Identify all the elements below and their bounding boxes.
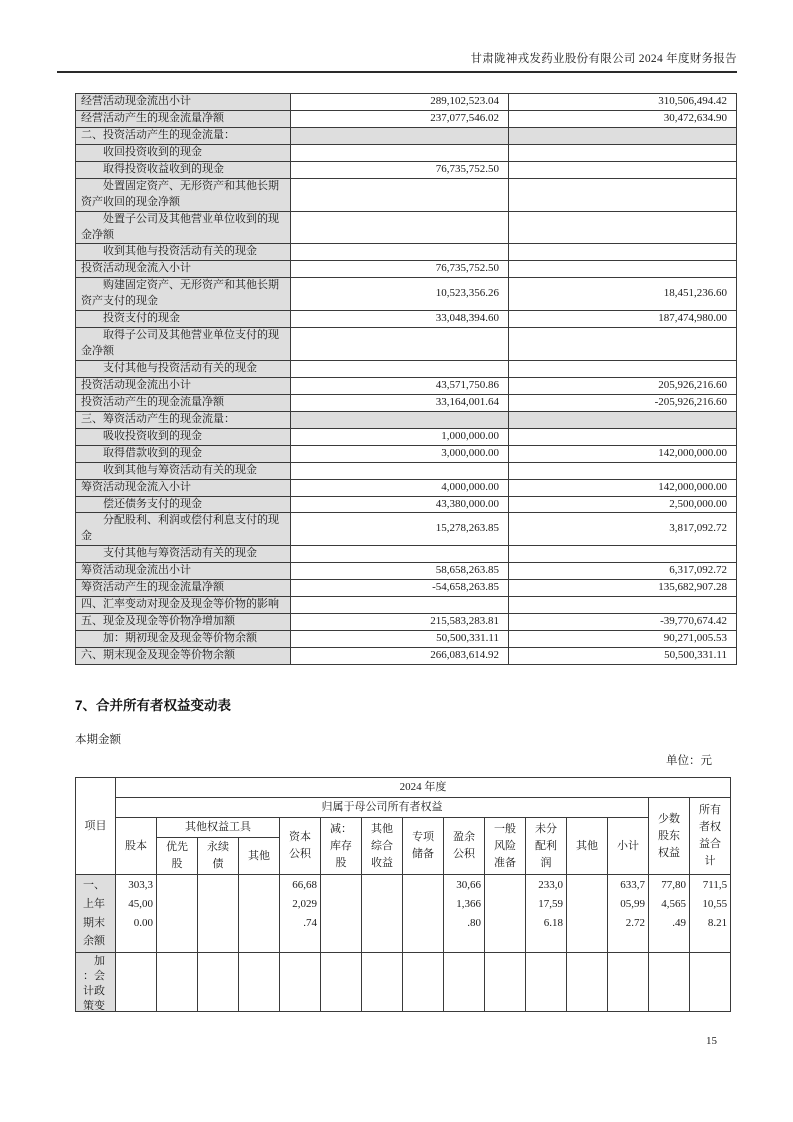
eq-header-total-equity: 所有者权益合计 <box>690 798 731 875</box>
equity-cell-value <box>362 952 403 1011</box>
equity-cell-value <box>403 952 444 1011</box>
cashflow-prior-value <box>509 178 737 211</box>
cashflow-row <box>76 127 737 144</box>
cashflow-row <box>76 563 737 580</box>
cashflow-current-value: 266,083,614.92 <box>291 647 509 664</box>
cashflow-current-value: 4,000,000.00 <box>291 479 509 496</box>
eq-header-perpetual-bonds: 永续债 <box>198 838 239 875</box>
cashflow-current-value: 43,380,000.00 <box>291 496 509 513</box>
cashflow-item-label: 处置固定资产、无形资产和其他长期资产收回的现金净额 <box>76 178 291 211</box>
equity-cell-value <box>198 875 239 953</box>
eq-header-other-instrument: 其他 <box>239 838 280 875</box>
equity-cell-value <box>649 952 690 1011</box>
cashflow-item-label: 加：期初现金及现金等价物余额 <box>76 631 291 648</box>
cashflow-current-value <box>291 361 509 378</box>
cashflow-item-label: 吸收投资收到的现金 <box>76 428 291 445</box>
cashflow-prior-value <box>509 161 737 178</box>
cashflow-item-label: 三、筹资活动产生的现金流量： <box>76 411 291 428</box>
eq-header-other-column: 其他 <box>567 818 608 875</box>
cashflow-prior-value: 310,506,494.42 <box>509 94 737 111</box>
cashflow-current-value: 215,583,283.81 <box>291 614 509 631</box>
eq-header-capital-reserve: 资本公积 <box>280 818 321 875</box>
cashflow-row <box>76 411 737 428</box>
section-heading: 7、合并所有者权益变动表 <box>75 698 232 713</box>
cashflow-current-value <box>291 144 509 161</box>
cashflow-row <box>76 361 737 378</box>
cashflow-item-label: 筹资活动现金流出小计 <box>76 563 291 580</box>
equity-header-row-groups <box>76 818 731 838</box>
running-header <box>57 50 737 73</box>
cashflow-row <box>76 631 737 648</box>
cashflow-item-label: 经营活动产生的现金流量净额 <box>76 110 291 127</box>
cashflow-item-label: 购建固定资产、无形资产和其他长期资产支付的现金 <box>76 278 291 311</box>
eq-header-retained-earnings: 未分配利润 <box>526 818 567 875</box>
equity-table <box>75 777 731 1012</box>
cashflow-current-value: 3,000,000.00 <box>291 445 509 462</box>
cashflow-row <box>76 428 737 445</box>
cashflow-prior-value <box>509 211 737 244</box>
cashflow-item-label: 分配股利、利润或偿付利息支付的现金 <box>76 513 291 546</box>
cashflow-prior-value: 142,000,000.00 <box>509 445 737 462</box>
cashflow-current-value <box>291 597 509 614</box>
cashflow-row <box>76 445 737 462</box>
cashflow-prior-value <box>509 144 737 161</box>
cashflow-item-label: 取得投资收益收到的现金 <box>76 161 291 178</box>
cashflow-prior-value <box>509 261 737 278</box>
cashflow-item-label: 支付其他与筹资活动有关的现金 <box>76 546 291 563</box>
cashflow-prior-value: 90,271,005.53 <box>509 631 737 648</box>
cashflow-item-label: 四、汇率变动对现金及现金等价物的影响 <box>76 597 291 614</box>
equity-cell-value: 711,510,558.21 <box>690 875 731 953</box>
equity-cell-value <box>280 952 321 1011</box>
cashflow-row <box>76 394 737 411</box>
cashflow-current-value: 1,000,000.00 <box>291 428 509 445</box>
cashflow-current-value: 289,102,523.04 <box>291 94 509 111</box>
cashflow-prior-value: -205,926,216.60 <box>509 394 737 411</box>
eq-header-preferred-shares: 优先股 <box>157 838 198 875</box>
cashflow-row <box>76 278 737 311</box>
cashflow-prior-value <box>509 462 737 479</box>
cashflow-current-value <box>291 244 509 261</box>
cashflow-item-label: 取得子公司及其他营业单位支付的现金净额 <box>76 328 291 361</box>
cashflow-prior-value: -39,770,674.42 <box>509 614 737 631</box>
cashflow-current-value: 50,500,331.11 <box>291 631 509 648</box>
eq-header-other-comprehensive-income: 其他综合收益 <box>362 818 403 875</box>
cashflow-row <box>76 94 737 111</box>
equity-cell-value <box>485 952 526 1011</box>
cashflow-prior-value: 205,926,216.60 <box>509 377 737 394</box>
cashflow-item-label: 经营活动现金流出小计 <box>76 94 291 111</box>
cashflow-current-value: -54,658,263.85 <box>291 580 509 597</box>
cashflow-item-label: 六、期末现金及现金等价物余额 <box>76 647 291 664</box>
equity-cell-value <box>239 952 280 1011</box>
equity-cell-value: 303,345,000.00 <box>116 875 157 953</box>
cashflow-row <box>76 178 737 211</box>
cashflow-item-label: 偿还债务支付的现金 <box>76 496 291 513</box>
cashflow-current-value <box>291 211 509 244</box>
cashflow-prior-value: 6,317,092.72 <box>509 563 737 580</box>
cashflow-item-label: 二、投资活动产生的现金流量： <box>76 127 291 144</box>
equity-cell-value <box>321 875 362 953</box>
cashflow-prior-value <box>509 244 737 261</box>
cashflow-row <box>76 328 737 361</box>
cashflow-row <box>76 311 737 328</box>
cashflow-row <box>76 496 737 513</box>
cashflow-row <box>76 614 737 631</box>
equity-cell-value <box>157 875 198 953</box>
cashflow-item-label: 五、现金及现金等价物净增加额 <box>76 614 291 631</box>
cashflow-prior-value <box>509 127 737 144</box>
equity-row <box>76 875 731 953</box>
cashflow-row <box>76 261 737 278</box>
equity-cell-value <box>485 875 526 953</box>
cashflow-item-label: 处置子公司及其他营业单位收到的现金净额 <box>76 211 291 244</box>
cashflow-current-value: 15,278,263.85 <box>291 513 509 546</box>
eq-header-subtotal: 小计 <box>608 818 649 875</box>
eq-header-treasury-shares: 减：库存股 <box>321 818 362 875</box>
eq-header-minority-interest: 少数股东权益 <box>649 798 690 875</box>
cashflow-prior-value <box>509 411 737 428</box>
page-number: 15 <box>706 1035 717 1047</box>
equity-cell-value <box>608 952 649 1011</box>
cashflow-row <box>76 546 737 563</box>
eq-header-surplus-reserve: 盈余公积 <box>444 818 485 875</box>
cashflow-current-value <box>291 127 509 144</box>
cashflow-row <box>76 161 737 178</box>
cashflow-row <box>76 597 737 614</box>
eq-header-parent-equity: 归属于母公司所有者权益 <box>116 798 649 818</box>
equity-cell-value: 233,017,596.18 <box>526 875 567 953</box>
cashflow-row <box>76 462 737 479</box>
cashflow-row <box>76 513 737 546</box>
unit-label: 单位：元 <box>666 755 712 767</box>
cashflow-current-value: 76,735,752.50 <box>291 261 509 278</box>
equity-header-row-parent <box>76 798 731 818</box>
cashflow-item-label: 收到其他与筹资活动有关的现金 <box>76 462 291 479</box>
cashflow-row <box>76 647 737 664</box>
cashflow-prior-value <box>509 328 737 361</box>
cashflow-item-label: 支付其他与投资活动有关的现金 <box>76 361 291 378</box>
equity-item-label: 一、上年期末余额 <box>76 875 116 953</box>
cashflow-current-value <box>291 411 509 428</box>
cashflow-row <box>76 244 737 261</box>
cashflow-prior-value <box>509 546 737 563</box>
cashflow-prior-value: 30,472,634.90 <box>509 110 737 127</box>
equity-cell-value <box>403 875 444 953</box>
cashflow-current-value: 10,523,356.26 <box>291 278 509 311</box>
eq-header-general-risk-reserve: 一般风险准备 <box>485 818 526 875</box>
eq-header-item: 项目 <box>76 778 116 875</box>
cashflow-item-label: 收回投资收到的现金 <box>76 144 291 161</box>
equity-cell-value <box>239 875 280 953</box>
running-header-text: 甘肃陇神戎发药业股份有限公司 2024 年度财务报告 <box>470 53 737 65</box>
equity-row <box>76 952 731 1011</box>
cashflow-row <box>76 110 737 127</box>
equity-cell-value <box>567 875 608 953</box>
cash-flow-table <box>75 93 737 665</box>
cashflow-prior-value: 135,682,907.28 <box>509 580 737 597</box>
equity-cell-value <box>567 952 608 1011</box>
equity-item-label: 加：会计政策变 <box>76 952 116 1011</box>
cashflow-prior-value: 142,000,000.00 <box>509 479 737 496</box>
cashflow-item-label: 投资活动现金流入小计 <box>76 261 291 278</box>
cashflow-item-label: 取得借款收到的现金 <box>76 445 291 462</box>
period-label: 本期金额 <box>75 734 121 746</box>
cashflow-current-value <box>291 462 509 479</box>
cashflow-current-value: 237,077,546.02 <box>291 110 509 127</box>
cashflow-row <box>76 580 737 597</box>
equity-cell-value <box>444 952 485 1011</box>
equity-cell-value <box>526 952 567 1011</box>
equity-cell-value: 30,661,366.80 <box>444 875 485 953</box>
cashflow-prior-value <box>509 428 737 445</box>
cashflow-prior-value: 2,500,000.00 <box>509 496 737 513</box>
cashflow-item-label: 收到其他与投资活动有关的现金 <box>76 244 291 261</box>
equity-cell-value <box>362 875 403 953</box>
eq-header-year: 2024 年度 <box>116 778 731 798</box>
cashflow-row <box>76 377 737 394</box>
equity-cell-value <box>690 952 731 1011</box>
cashflow-prior-value: 187,474,980.00 <box>509 311 737 328</box>
cashflow-row <box>76 211 737 244</box>
cashflow-current-value: 43,571,750.86 <box>291 377 509 394</box>
cashflow-item-label: 投资支付的现金 <box>76 311 291 328</box>
cashflow-current-value: 58,658,263.85 <box>291 563 509 580</box>
equity-cell-value: 633,705,992.72 <box>608 875 649 953</box>
cashflow-current-value: 33,164,001.64 <box>291 394 509 411</box>
equity-header-row-year <box>76 778 731 798</box>
cashflow-current-value: 76,735,752.50 <box>291 161 509 178</box>
equity-cell-value: 77,804,565.49 <box>649 875 690 953</box>
equity-cell-value: 66,682,029.74 <box>280 875 321 953</box>
cashflow-prior-value <box>509 597 737 614</box>
cashflow-item-label: 投资活动产生的现金流量净额 <box>76 394 291 411</box>
cashflow-prior-value: 50,500,331.11 <box>509 647 737 664</box>
eq-header-share-capital: 股本 <box>116 818 157 875</box>
cashflow-item-label: 筹资活动现金流入小计 <box>76 479 291 496</box>
equity-cell-value <box>157 952 198 1011</box>
cashflow-prior-value <box>509 361 737 378</box>
cashflow-row <box>76 144 737 161</box>
cashflow-item-label: 筹资活动产生的现金流量净额 <box>76 580 291 597</box>
cashflow-prior-value: 18,451,236.60 <box>509 278 737 311</box>
cashflow-current-value: 33,048,394.60 <box>291 311 509 328</box>
cashflow-current-value <box>291 546 509 563</box>
cashflow-prior-value: 3,817,092.72 <box>509 513 737 546</box>
equity-cell-value <box>321 952 362 1011</box>
cashflow-item-label: 投资活动现金流出小计 <box>76 377 291 394</box>
cashflow-row <box>76 479 737 496</box>
equity-cell-value <box>116 952 157 1011</box>
eq-header-other-equity-instruments: 其他权益工具 <box>157 818 280 838</box>
cashflow-current-value <box>291 328 509 361</box>
equity-cell-value <box>198 952 239 1011</box>
cashflow-current-value <box>291 178 509 211</box>
eq-header-special-reserve: 专项储备 <box>403 818 444 875</box>
